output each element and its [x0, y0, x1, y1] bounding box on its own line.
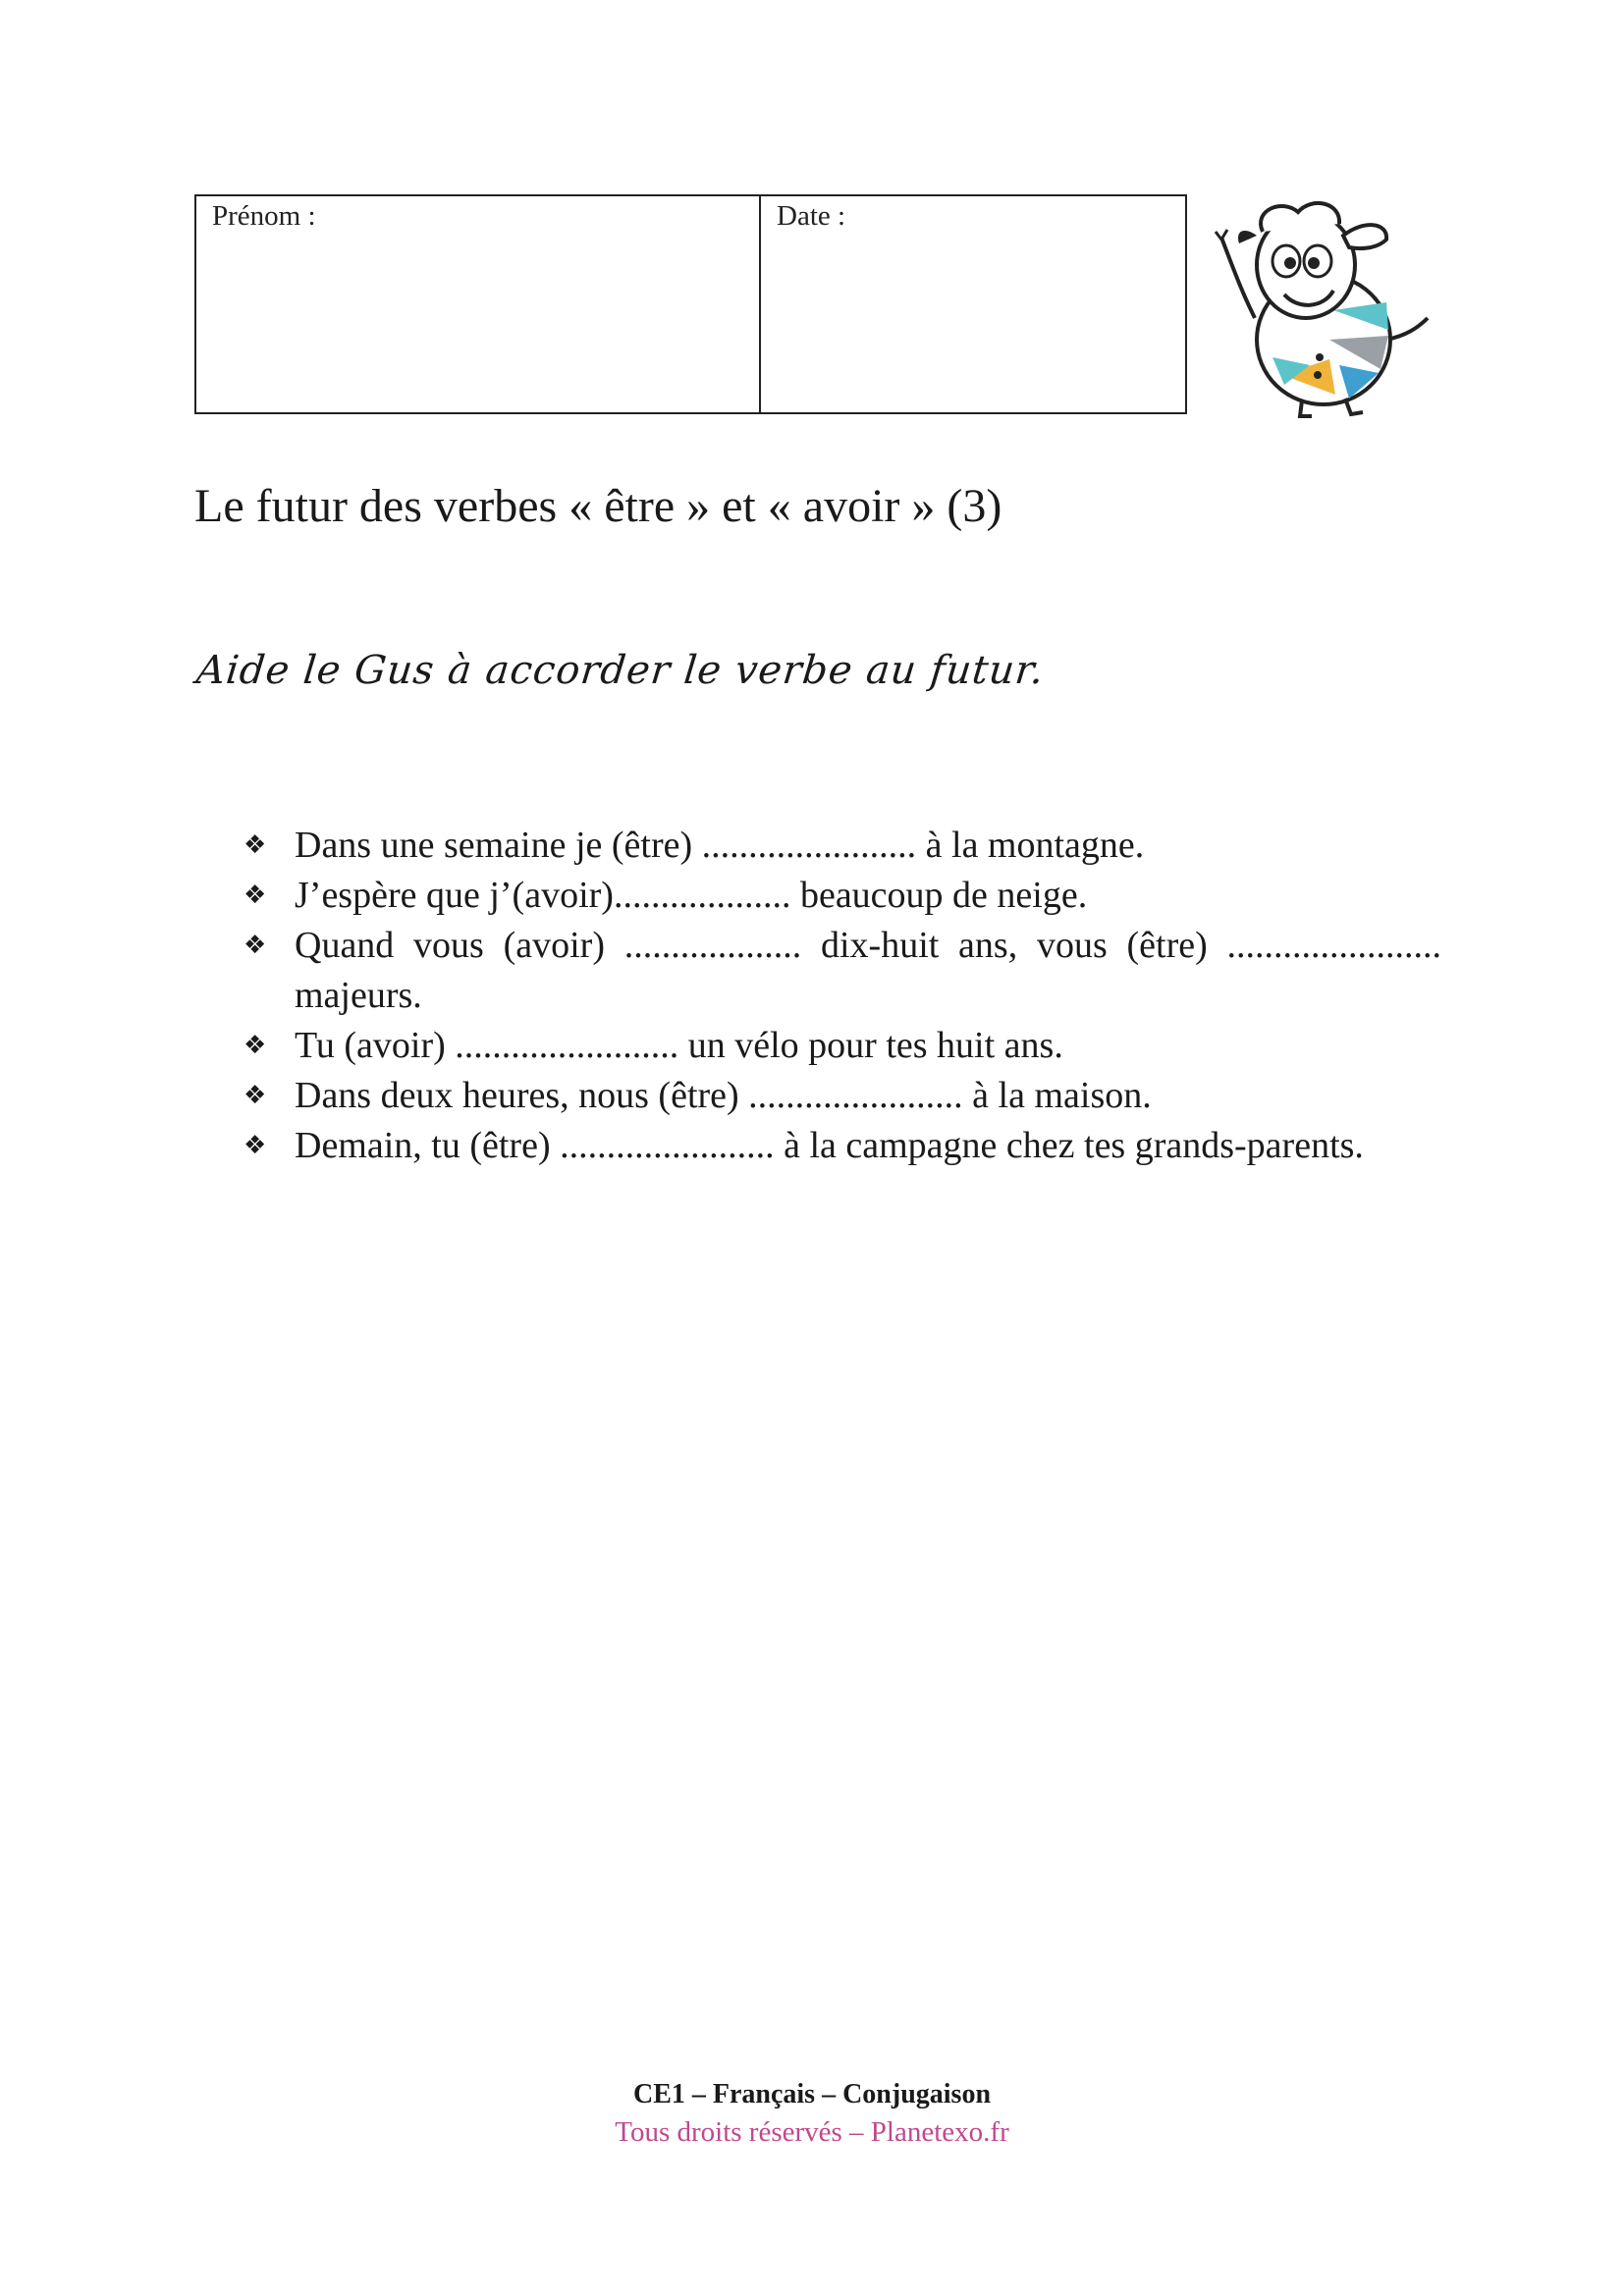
first-name-label: Prénom : — [212, 200, 316, 232]
instruction-text: Aide le Gus à accorder le verbe au futur. — [194, 648, 1047, 693]
exercise-text: Quand vous (avoir) ................... dix-huit ans, vous (être) ....................... majeurs. — [295, 925, 1441, 1016]
date-label: Date : — [777, 200, 846, 232]
exercise-item — [244, 921, 1441, 1021]
exercise-text: Demain, tu (être) ....................... à la campagne chez tes grands-parents. — [295, 1125, 1364, 1166]
exercise-list — [244, 821, 1441, 1171]
diamond-bullet-icon: ❖ — [244, 1031, 267, 1060]
header-table — [194, 194, 1187, 414]
exercise-text: J’espère que j’(avoir)................... beaucoup de neige. — [295, 875, 1088, 916]
diamond-bullet-icon: ❖ — [244, 931, 267, 960]
diamond-bullet-icon: ❖ — [244, 1131, 267, 1160]
exercise-item — [244, 1121, 1441, 1171]
exercise-text: Tu (avoir) ........................ un vélo pour tes huit ans. — [295, 1025, 1063, 1066]
diamond-bullet-icon: ❖ — [244, 1081, 267, 1110]
footer-course: CE1 – Français – Conjugaison — [632, 2079, 992, 2109]
footer-copyright: Tous droits réservés – Planetexo.fr — [615, 2116, 1009, 2148]
exercise-text: Dans deux heures, nous (être) ....................... à la maison. — [295, 1075, 1152, 1116]
diamond-bullet-icon: ❖ — [244, 881, 267, 910]
exercise-text: Dans une semaine je (être) ....................... à la montagne. — [295, 825, 1145, 866]
diamond-bullet-icon: ❖ — [244, 830, 267, 860]
page-title: Le futur des verbes « être » et « avoir » (3) — [194, 480, 1002, 532]
first-name-cell[interactable] — [196, 196, 761, 412]
sheep-mascot-icon — [1214, 192, 1441, 420]
exercise-item — [244, 871, 1441, 921]
exercise-item — [244, 1071, 1441, 1121]
exercise-item — [244, 1021, 1441, 1071]
date-cell[interactable] — [761, 196, 1185, 412]
exercise-item — [244, 821, 1441, 871]
